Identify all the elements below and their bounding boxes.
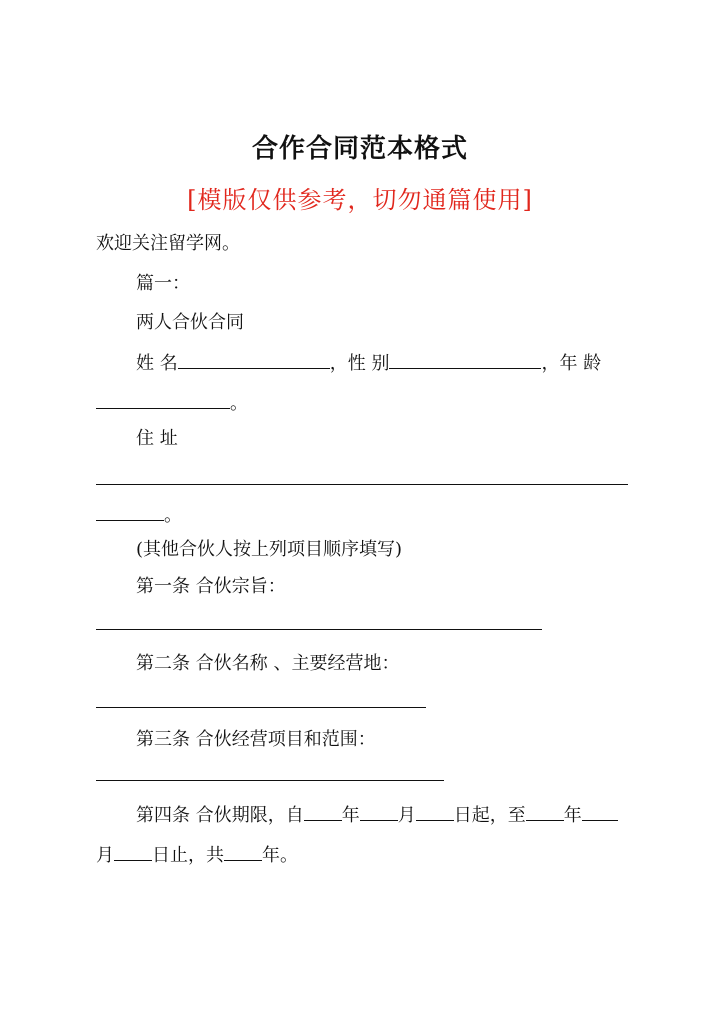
month-label: 月	[397, 805, 416, 826]
article-2-blank	[96, 707, 426, 708]
end-year-blank	[526, 802, 564, 821]
year-label: 年	[341, 805, 360, 826]
total-years-blank	[224, 842, 262, 861]
chapter-label: 篇一：	[136, 273, 190, 294]
age-blank	[96, 390, 230, 409]
age-label: ，年 龄	[541, 353, 602, 374]
address-label: 住 址	[136, 428, 178, 449]
contract-name: 两人合伙合同	[136, 312, 244, 333]
name-blank	[178, 350, 330, 369]
article-1: 第一条 合伙宗旨：	[136, 576, 286, 597]
gender-label: ，性 别	[329, 353, 390, 374]
personal-info-line	[136, 350, 601, 376]
article-3: 第三条 合伙经营项目和范围：	[136, 729, 376, 750]
address-line-2	[96, 502, 182, 528]
document-subtitle: [模版仅供参考，切勿通篇使用]	[187, 186, 533, 214]
document-title: 合作合同范本格式	[251, 134, 468, 164]
welcome-text: 欢迎关注留学网。	[96, 233, 240, 254]
article-4-text: 第四条 合伙期限，自	[136, 805, 304, 826]
end-day-blank	[114, 842, 152, 861]
year-end-label: 年。	[262, 845, 298, 866]
start-month-blank	[360, 802, 398, 821]
fill-note: (其他合伙人按上列项目顺序填写)	[136, 539, 403, 560]
gender-blank	[389, 350, 541, 369]
start-year-blank	[304, 802, 342, 821]
start-day-blank	[416, 802, 454, 821]
age-period: 。	[230, 393, 248, 414]
address-period: 。	[164, 505, 182, 526]
address-blank-line-1	[96, 484, 628, 485]
end-month-blank-a	[582, 802, 618, 821]
article-4-line-2	[96, 842, 298, 868]
day-until-label: 日止，共	[152, 845, 224, 866]
end-month-label: 月	[96, 845, 114, 866]
article-3-blank	[96, 780, 444, 781]
age-line	[96, 390, 248, 416]
address-blank-2	[96, 502, 164, 521]
day-from-label: 日起，至	[453, 805, 526, 826]
article-1-blank	[96, 629, 542, 630]
article-4-line-1	[136, 802, 618, 828]
name-label: 姓 名	[136, 353, 178, 374]
article-2: 第二条 合伙名称 、主要经营地：	[136, 653, 400, 674]
end-year-label: 年	[563, 805, 582, 826]
